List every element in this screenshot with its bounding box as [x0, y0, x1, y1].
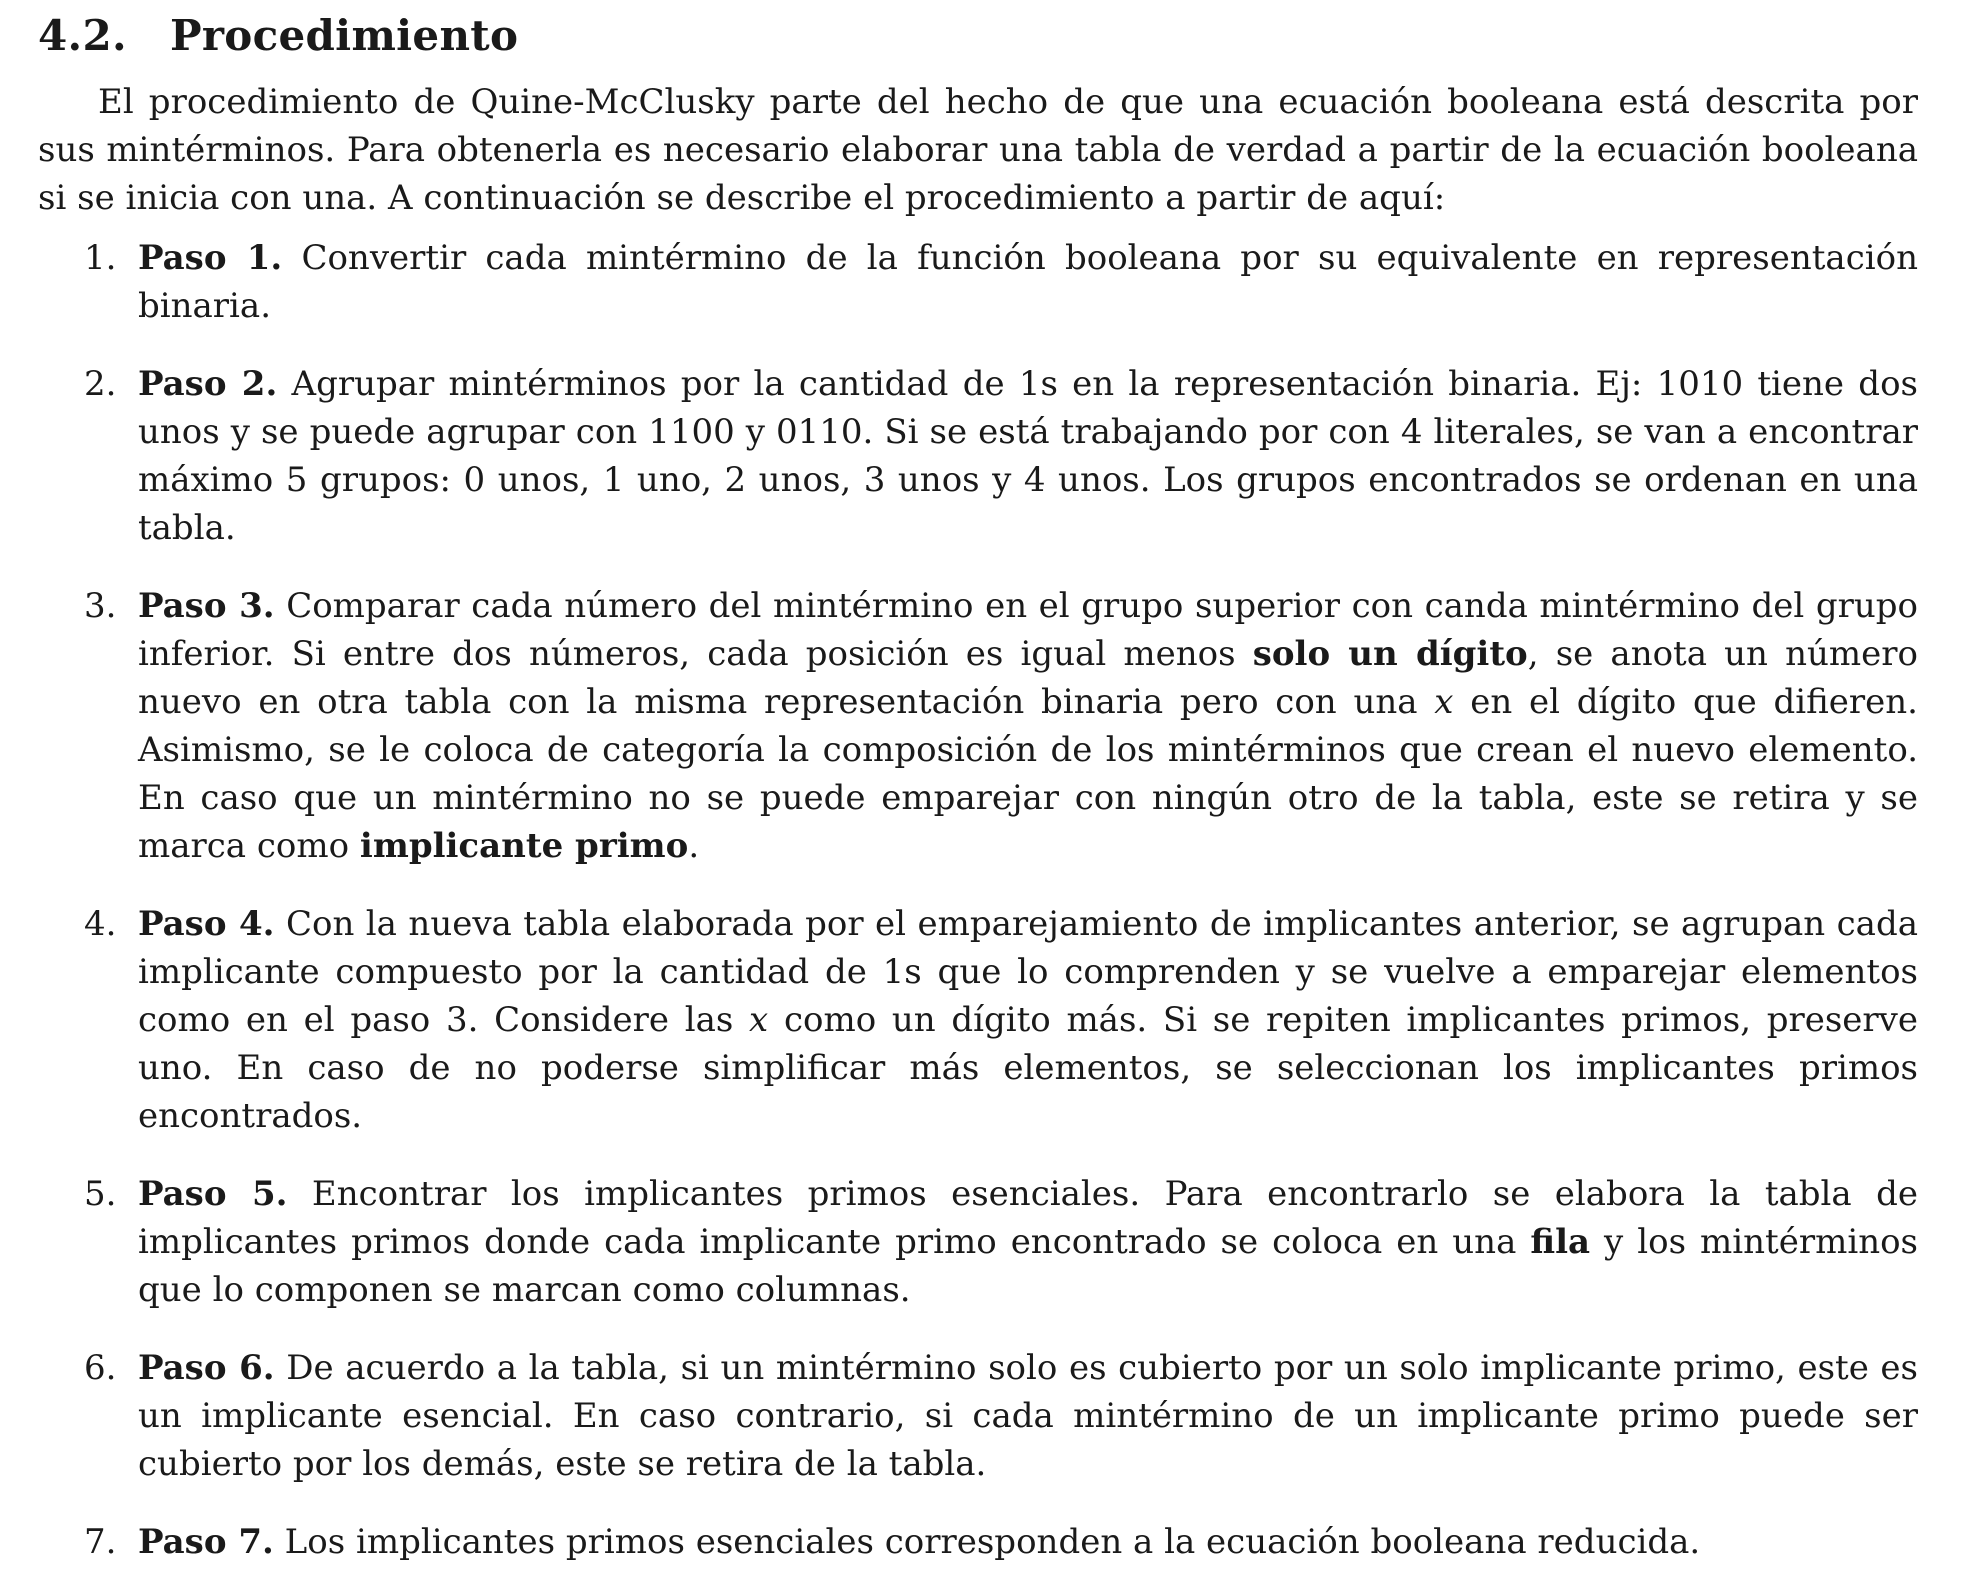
step-text: y los mintérminos que lo componen se marcan como columnas.: [138, 1222, 1919, 1310]
step-number: 4.: [84, 904, 117, 944]
step-text: Convertir cada mintérmino de la función booleana por su equivalente en representación binaria.: [138, 238, 1918, 326]
step-label: Paso 6.: [138, 1348, 275, 1388]
step-text: en el dígito que difieren. Asimismo, se le coloca de categoría la composición de los mintérminos que crean el nuevo elemento. En caso que un mintérmino no se puede emparejar con ningún otro de la tabla, este se retira y se marca como: [138, 682, 1918, 866]
step-text: como un dígito más. Si se repiten implicantes primos, preserve uno. En caso de no poderse simplificar más elementos, se seleccionan los implicantes primos encontrados.: [138, 1000, 1919, 1136]
section-number: 4.2.: [38, 11, 127, 60]
document-page: [38, 6, 1918, 1596]
step-item-5: [38, 1170, 1918, 1314]
step-number: 5.: [84, 1174, 117, 1214]
step-number: 1.: [84, 238, 117, 278]
math-variable: x: [749, 1000, 769, 1040]
step-text: Agrupar mintérminos por la cantidad de 1s en la representación binaria. Ej: 1010 tiene dos unos y se puede agrupar con 1100 y 0110. Si se está trabajando por con 4 literales, se van a encontrar máximo 5 grupos: 0 unos, 1 uno, 2 unos, 3 unos y 4 unos. Los grupos encontrados se ordenan en una tabla.: [138, 364, 1918, 548]
step-text: De acuerdo a la tabla, si un mintérmino solo es cubierto por un solo implicante primo, este es un implicante esencial. En caso contrario, si cada mintérmino de un implicante primo puede ser cubierto por los demás, este se retira de la tabla.: [138, 1348, 1918, 1484]
section-heading: [38, 6, 1918, 66]
emphasis-text: implicante primo: [359, 826, 689, 866]
step-text: .: [688, 826, 700, 866]
step-number: 6.: [84, 1348, 117, 1388]
step-number: 7.: [84, 1522, 117, 1562]
intro-paragraph: El procedimiento de Quine-McClusky parte del hecho de que una ecuación booleana está descrita por sus mintérminos. Para obtenerla es necesario elaborar una tabla de verdad a partir de la ecuación booleana si se inicia con una. A continuación se describe el procedimiento a partir de aquí:: [38, 82, 1918, 218]
step-item-4: [38, 900, 1918, 1140]
step-text: , se anota un número nuevo en otra tabla con la misma representación binaria pero con una: [138, 634, 1918, 722]
step-label: Paso 7.: [138, 1522, 274, 1562]
step-item-7: [38, 1518, 1918, 1566]
step-item-6: [38, 1344, 1918, 1488]
step-label: Paso 4.: [138, 904, 275, 944]
step-text: Con la nueva tabla elaborada por el emparejamiento de implicantes anterior, se agrupan cada implicante compuesto por la cantidad de 1s que lo comprenden y se vuelve a emparejar elementos como en el paso 3. Considere las: [138, 904, 1918, 1040]
step-label: Paso 1.: [138, 238, 283, 278]
section-title: Procedimiento: [170, 11, 519, 60]
step-text: Los implicantes primos esenciales corresponden a la ecuación booleana reducida.: [284, 1522, 1701, 1562]
step-text: Encontrar los implicantes primos esenciales. Para encontrarlo se elabora la tabla de implicantes primos donde cada implicante primo encontrado se coloca en una: [138, 1174, 1918, 1262]
step-item-3: [38, 582, 1918, 870]
step-text: Comparar cada número del mintérmino en el grupo superior con canda mintérmino del grupo inferior. Si entre dos números, cada posición es igual menos: [138, 586, 1919, 674]
step-number: 3.: [84, 586, 117, 626]
steps-list: [38, 234, 1918, 1566]
step-number: 2.: [84, 364, 117, 404]
step-label: Paso 2.: [138, 364, 278, 404]
step-label: Paso 3.: [138, 586, 275, 626]
step-item-1: [38, 234, 1918, 330]
math-variable: x: [1434, 682, 1454, 722]
step-label: Paso 5.: [138, 1174, 288, 1214]
emphasis-text: solo un dígito: [1252, 634, 1528, 674]
emphasis-text: fila: [1530, 1222, 1591, 1262]
step-item-2: [38, 360, 1918, 552]
